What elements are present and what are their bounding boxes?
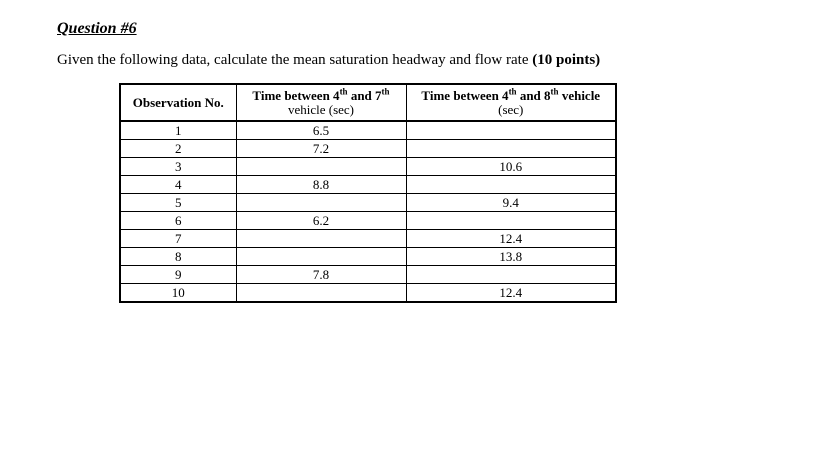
cell-obs: 4 xyxy=(120,176,236,194)
cell-t48 xyxy=(406,212,616,230)
header-time-4th-8th xyxy=(406,84,616,121)
header-time-4th-7th-line2: vehicle (sec) xyxy=(287,101,355,117)
header-time-4th-7th-line1 xyxy=(237,86,406,103)
header-text: vehicle xyxy=(558,87,601,103)
cell-obs: 5 xyxy=(120,194,236,212)
table-header-row xyxy=(120,84,616,121)
header-sup: th xyxy=(550,86,559,97)
question-prompt: Given the following data, calculate the mean saturation headway and flow rate xyxy=(57,52,529,68)
table-row xyxy=(120,266,616,284)
cell-obs: 10 xyxy=(120,284,236,303)
question-points: (10 points) xyxy=(532,52,601,68)
header-sup: th xyxy=(381,86,390,97)
header-time-4th-8th-line1 xyxy=(407,86,616,103)
cell-t48: 12.4 xyxy=(406,284,616,303)
cell-t47 xyxy=(236,194,406,212)
cell-t47: 7.8 xyxy=(236,266,406,284)
cell-obs: 7 xyxy=(120,230,236,248)
header-time-4th-8th-line2: (sec) xyxy=(498,101,524,117)
table-row xyxy=(120,284,616,303)
table-row xyxy=(120,140,616,158)
cell-t47: 8.8 xyxy=(236,176,406,194)
cell-t48: 9.4 xyxy=(406,194,616,212)
question-text xyxy=(57,52,600,69)
cell-t47: 6.2 xyxy=(236,212,406,230)
table-row xyxy=(120,158,616,176)
cell-t47 xyxy=(236,284,406,303)
table-row xyxy=(120,230,616,248)
cell-t47 xyxy=(236,248,406,266)
cell-obs: 1 xyxy=(120,121,236,140)
cell-t47 xyxy=(236,158,406,176)
cell-t48: 13.8 xyxy=(406,248,616,266)
cell-t47: 7.2 xyxy=(236,140,406,158)
cell-t48: 10.6 xyxy=(406,158,616,176)
cell-t48 xyxy=(406,140,616,158)
header-text: Time between 4 xyxy=(252,87,340,103)
table-row xyxy=(120,176,616,194)
cell-obs: 2 xyxy=(120,140,236,158)
cell-t48 xyxy=(406,176,616,194)
table-row xyxy=(120,194,616,212)
header-text: and 7 xyxy=(347,87,382,103)
header-sup: th xyxy=(508,86,517,97)
observation-table xyxy=(119,83,617,303)
header-sup: th xyxy=(339,86,348,97)
header-observation-label: Observation No. xyxy=(132,94,224,110)
cell-t48 xyxy=(406,266,616,284)
cell-t47: 6.5 xyxy=(236,121,406,140)
table-row xyxy=(120,248,616,266)
table-row xyxy=(120,212,616,230)
question-title: Question #6 xyxy=(57,20,137,37)
cell-obs: 6 xyxy=(120,212,236,230)
cell-t48: 12.4 xyxy=(406,230,616,248)
header-text: and 8 xyxy=(516,87,551,103)
header-text: Time between 4 xyxy=(421,87,509,103)
cell-t48 xyxy=(406,121,616,140)
header-time-4th-7th xyxy=(236,84,406,121)
cell-obs: 8 xyxy=(120,248,236,266)
table-row xyxy=(120,121,616,140)
cell-t47 xyxy=(236,230,406,248)
header-observation-no xyxy=(120,84,236,121)
cell-obs: 3 xyxy=(120,158,236,176)
cell-obs: 9 xyxy=(120,266,236,284)
